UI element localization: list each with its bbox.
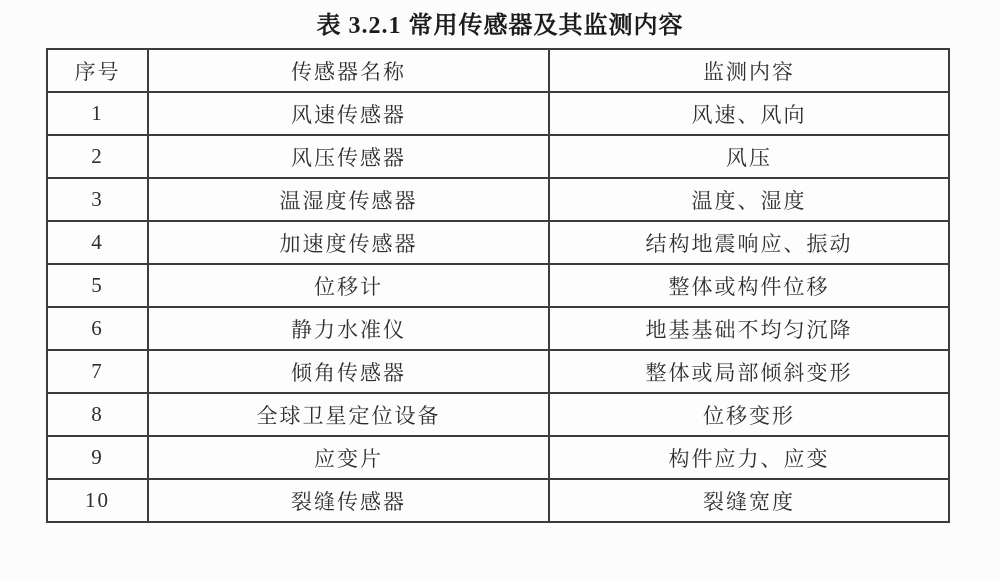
cell-sensor-name: 风速传感器 — [148, 92, 549, 135]
cell-index: 3 — [47, 178, 148, 221]
cell-sensor-name: 加速度传感器 — [148, 221, 549, 264]
cell-monitoring-content: 构件应力、应变 — [549, 436, 949, 479]
cell-index: 1 — [47, 92, 148, 135]
table-body — [47, 92, 949, 522]
table-row — [47, 479, 949, 522]
cell-sensor-name: 应变片 — [148, 436, 549, 479]
table-row — [47, 264, 949, 307]
cell-monitoring-content: 结构地震响应、振动 — [549, 221, 949, 264]
cell-monitoring-content: 裂缝宽度 — [549, 479, 949, 522]
column-header-monitoring-content: 监测内容 — [549, 49, 949, 92]
cell-sensor-name: 裂缝传感器 — [148, 479, 549, 522]
cell-sensor-name: 倾角传感器 — [148, 350, 549, 393]
cell-index: 7 — [47, 350, 148, 393]
cell-index: 2 — [47, 135, 148, 178]
table-header-row — [47, 49, 949, 92]
cell-sensor-name: 全球卫星定位设备 — [148, 393, 549, 436]
cell-monitoring-content: 整体或局部倾斜变形 — [549, 350, 949, 393]
table-row — [47, 350, 949, 393]
cell-monitoring-content: 位移变形 — [549, 393, 949, 436]
cell-index: 5 — [47, 264, 148, 307]
cell-monitoring-content: 整体或构件位移 — [549, 264, 949, 307]
cell-monitoring-content: 温度、湿度 — [549, 178, 949, 221]
column-header-index: 序号 — [47, 49, 148, 92]
table-row — [47, 393, 949, 436]
table-row — [47, 307, 949, 350]
cell-index: 4 — [47, 221, 148, 264]
cell-index: 6 — [47, 307, 148, 350]
cell-monitoring-content: 地基基础不均匀沉降 — [549, 307, 949, 350]
cell-index: 9 — [47, 436, 148, 479]
cell-monitoring-content: 风压 — [549, 135, 949, 178]
table-row — [47, 178, 949, 221]
table-row — [47, 135, 949, 178]
table-row — [47, 436, 949, 479]
cell-index: 10 — [47, 479, 148, 522]
column-header-sensor-name: 传感器名称 — [148, 49, 549, 92]
cell-sensor-name: 温湿度传感器 — [148, 178, 549, 221]
cell-index: 8 — [47, 393, 148, 436]
table-row — [47, 92, 949, 135]
cell-sensor-name: 位移计 — [148, 264, 549, 307]
table-title: 表 3.2.1 常用传感器及其监测内容 — [316, 13, 684, 39]
cell-sensor-name: 风压传感器 — [148, 135, 549, 178]
table-row — [47, 221, 949, 264]
sensors-table — [46, 48, 950, 523]
cell-monitoring-content: 风速、风向 — [549, 92, 949, 135]
cell-sensor-name: 静力水准仪 — [148, 307, 549, 350]
